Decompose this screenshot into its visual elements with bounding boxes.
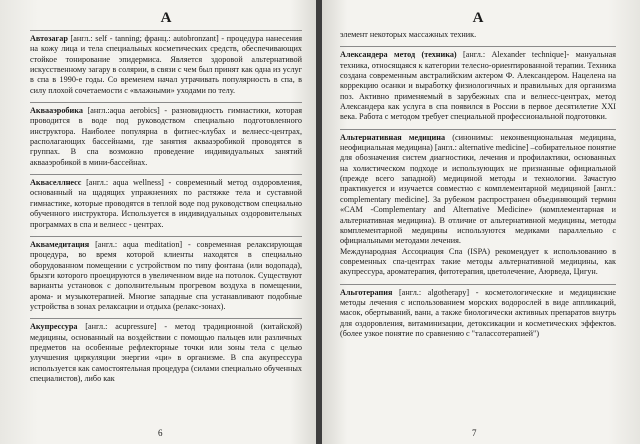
entry-text: [англ.: acupressure] - метод традиционной (китайской) медицины, основанный на воздействии с помощью пальцев или различных предметов на особенные рефлекторные точки или зоны тела с целью улучшения циркуляции энергии «ци» в организме. В спа акупрессура используется как самостоятельная процедура (силами специально обученных специалистов), либо как [30, 322, 302, 383]
entry-term: Аквааэробика [30, 106, 83, 116]
entry-aquaaerobika [30, 102, 302, 168]
entry-aquameditation [30, 236, 302, 312]
entry-alexander-method [340, 46, 616, 122]
entry-text: [англ.: aqua wellness] - современный метод оздоровления, основанный на щадящих упражнениях по растяжке тела и суставной гимнастике, которые проводятся в теплой воде под руководством специально обученного инструктора. Используется в индивидуальных оздоровительных программах в спа и велнесс - центрах. [30, 178, 302, 229]
entry-algotherapy [340, 284, 616, 340]
entry-term: Акупрессура [30, 322, 78, 332]
entry-term: Альготерапия [340, 287, 393, 297]
entry-text: [англ.: algotherapy] - косметологические и медицинские методы лечения с использованием морских водорослей в виде аппликаций, масок, обертываний, ванн, а также биологически активных препаратов внутрь для оздоровления, витаминизации, детоксикации и косметических эффектов. (более узкое понятие по сравнению с "талассотерапией") [340, 287, 616, 338]
entry-term: Альтернативная медицина [340, 132, 446, 142]
right-page-number: 7 [472, 428, 477, 438]
entry-term: Аквамедитация [30, 239, 90, 249]
entry-text: [англ.: Alexander technique]- мануальная техника, относящаяся к категории телесно-ориентированной терапии. Техника создана современным австралийским актером Ф. Александером. Нацелена на коррекцию осанки и выработку физиологичных и правильных для организма поз. Активно применяемый в зарубежных спа и велнесс-центрах, метод Александера как услуга в спа появился в России в первое десятилетие XXI века. Работа с методом требует специальной профессиональной подготовки. [340, 50, 617, 122]
entry-term: Автозагар [30, 34, 68, 43]
entry-alternative-medicine [340, 129, 616, 278]
left-page-number: 6 [158, 428, 163, 438]
left-page [0, 0, 316, 444]
entry-term: Акваселлнесс [30, 178, 82, 188]
right-page-header-letter: А [472, 10, 484, 26]
entry-text: [англ.:aqua aerobics] - разновидность гимнастики, которая проводится в воде под руководством специально подготовленного инструктора. Наиболее популярна в фитнес-клубах и велнесс-центрах, располагающих бассейнами, где занятия аквааэробикой проводятся в группах. В спа возможно проведение индивидуальных занятий аквааэробикой в мини-бассейнах. [30, 106, 302, 167]
entry-continuation [340, 30, 616, 40]
entry-text: [англ.: self - tanning; франц.: autobronzant] - процедура нанесения на кожу лица и тела специальных косметических средств, обеспечивающих стойкое тонирование эпидермиса. Является здоровой альтернативой искусственному загару в солярии, в связи с чем был принят как одна из услуг в спа в 1990-е годы. Со временем начал утрачивать популярность в спа, в силу плохой сочетаемости с «влажными» уходами по телу. [30, 34, 302, 95]
entry-text: [англ.: aqua meditation] - современная релаксирующая процедура, во время которой клиенты находятся в специально оборудованном помещении с устройством по типу фонтана (или водопада), брызги которого проецируются в увеличенном виде на потолок. Существуют варианты установок с дополнительным прогревом воздуха в помещении, арома- и музыкотерапией. Многие западные спа устанавливают подобные устройства в зонах релаксации и отдыха (релакс-зонах). [30, 239, 302, 311]
entry-acupressure [30, 318, 302, 384]
continuation-text: элемент некоторых массажных техник. [340, 30, 477, 39]
entry-term: Александера метод (техника) [340, 50, 457, 60]
entry-avtozagar [30, 30, 302, 96]
left-page-header-letter: А [160, 10, 172, 26]
entry-text: (синонимы: неконвенциональная медицина, неофициальная медицина) [англ.: alternative medicine] –собирательное понятие для обозначения систем диагностики, лечения и профилактики, основанных на холистическом подходе и использующих не признанные официальной (прежде всего западной) медициной методы и технологии. Зачастую практикуется и изучается совместно с комплементарной медициной [англ.: complementary medicine]. За рубежом распространен объединяющий термин «CAM -Complementary and Alternative Medicine» (комплементарная и альтернативная медицина). В отличие от альтернативной медицины, методы комплементарной медицины используются медиками параллельно с официальными методами лечения. Международная Ассоциация Спа (ISPA) рекомендует к использованию в современных спа-центрах такие методы альтернативной медицины, как акупрессура, ароматерапия, фитотерапия, цветолечение, Аюрведа, Цигун. [340, 132, 616, 277]
right-page [322, 0, 640, 444]
entry-aquawellness [30, 174, 302, 230]
